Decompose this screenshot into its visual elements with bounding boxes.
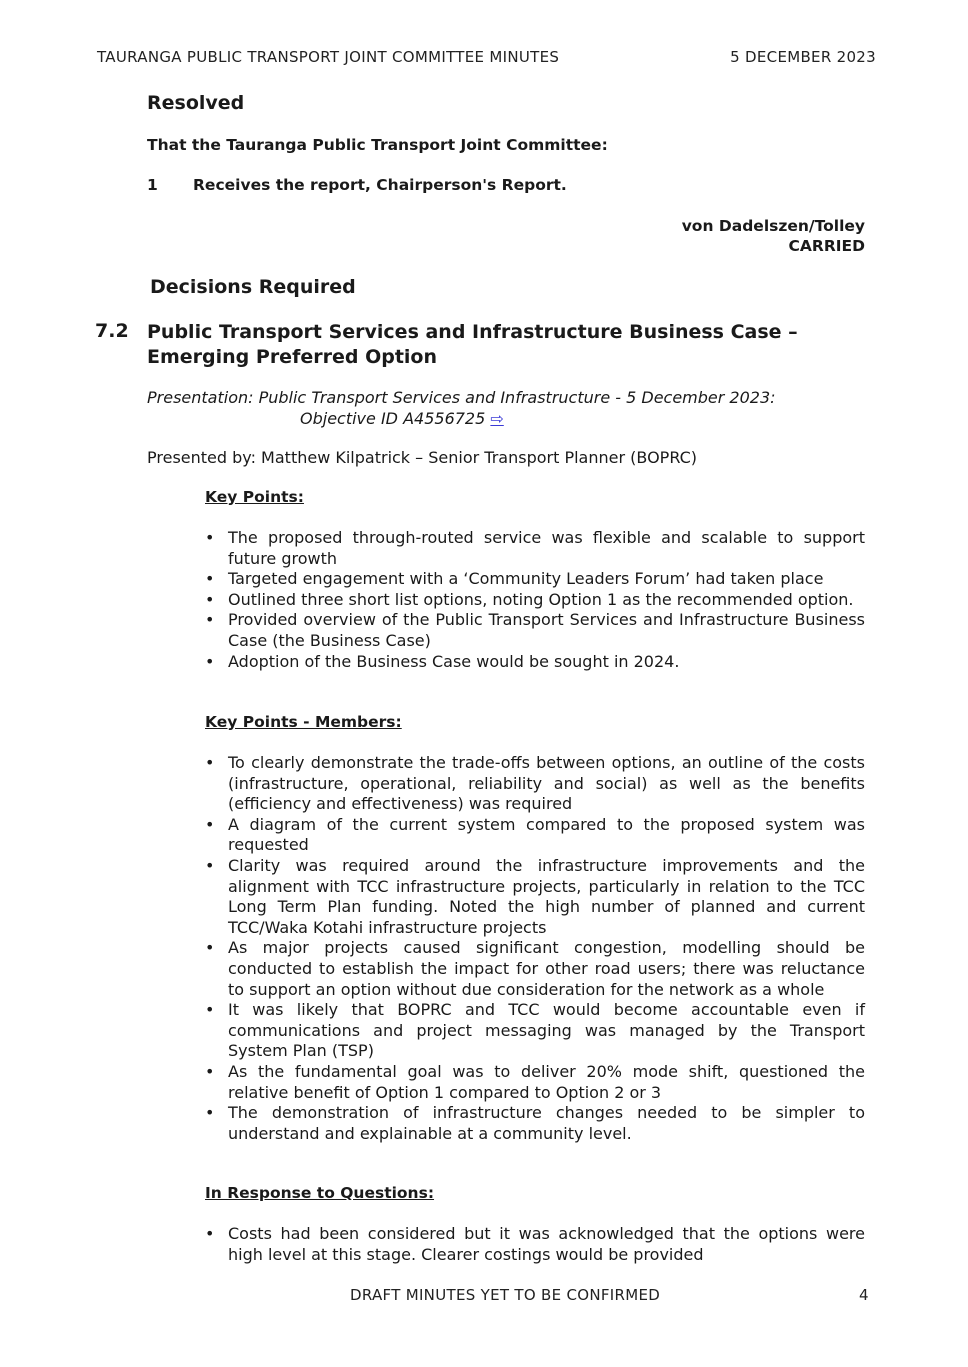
list-item: • The proposed through-routed service was flexible and scalable to support future growth	[205, 528, 865, 569]
footer-status: DRAFT MINUTES YET TO BE CONFIRMED	[350, 1286, 661, 1304]
decisions-heading: Decisions Required	[150, 276, 356, 298]
members-list	[205, 753, 865, 1144]
list-item: • A diagram of the current system compared to the proposed system was requested	[205, 815, 865, 856]
list-item: • Outlined three short list options, noting Option 1 as the recommended option.	[205, 590, 865, 611]
item-title: Public Transport Services and Infrastructure Business Case – Emerging Preferred Option	[147, 321, 798, 368]
key-points-heading: Key Points:	[205, 488, 304, 506]
list-item: • Targeted engagement with a ‘Community Leaders Forum’ had taken place	[205, 569, 865, 590]
outcome: CARRIED	[788, 237, 865, 255]
header-date: 5 DECEMBER 2023	[730, 48, 876, 66]
page-number: 4	[859, 1286, 869, 1304]
list-item: • The demonstration of infrastructure changes needed to be simpler to understand and explainable at a community level.	[205, 1103, 865, 1144]
link-arrow-icon[interactable]: ⇨	[490, 409, 504, 428]
list-item: • Costs had been considered but it was acknowledged that the options were high level at this stage. Clearer costings would be provided	[205, 1224, 865, 1265]
presentation-reference	[147, 387, 776, 429]
list-item: • As major projects caused significant congestion, modelling should be conducted to establish the impact for other road users; there was reluctance to support an option without due consideration for the network as a whole	[205, 938, 865, 1000]
list-item: • Provided overview of the Public Transport Services and Infrastructure Business Case (the Business Case)	[205, 610, 865, 651]
response-list	[205, 1224, 865, 1265]
resolution-intro: That the Tauranga Public Transport Joint Committee:	[147, 136, 608, 154]
list-item: • Clarity was required around the infrastructure improvements and the alignment with TCC infrastructure projects, particularly in relation to the TCC Long Term Plan funding. Noted the high number of planned and current TCC/Waka Kotahi infrastructure projects	[205, 856, 865, 938]
response-heading: In Response to Questions:	[205, 1184, 435, 1202]
list-item: • As the fundamental goal was to deliver 20% mode shift, questioned the relative benefit of Option 1 compared to Option 2 or 3	[205, 1062, 865, 1103]
list-item: • To clearly demonstrate the trade-offs between options, an outline of the costs (infrastructure, operational, reliability and social) as well as the benefits (efficiency and effectiveness) was required	[205, 753, 865, 815]
members-heading: Key Points - Members:	[205, 713, 402, 731]
resolved-heading: Resolved	[147, 92, 245, 114]
presentation-line1: Presentation: Public Transport Services and Infrastructure - 5 December 2023:	[147, 388, 776, 407]
key-points-list	[205, 528, 865, 672]
presented-by: Presented by: Matthew Kilpatrick – Senior Transport Planner (BOPRC)	[147, 448, 698, 467]
presentation-line2-wrap	[147, 408, 776, 429]
movers: von Dadelszen/Tolley	[681, 217, 865, 235]
header-title: TAURANGA PUBLIC TRANSPORT JOINT COMMITTEE MINUTES	[97, 48, 560, 66]
mover-block	[682, 216, 865, 256]
list-item: • It was likely that BOPRC and TCC would become accountable even if communications and project messaging was managed by the Transport System Plan (TSP)	[205, 1000, 865, 1062]
resolution-text: Receives the report, Chairperson's Report.	[193, 176, 567, 194]
list-item: • Adoption of the Business Case would be sought in 2024.	[205, 652, 865, 673]
presentation-line2: Objective ID A4556725	[300, 409, 486, 428]
item-number: 7.2	[95, 320, 129, 342]
resolution-number: 1	[147, 176, 158, 194]
